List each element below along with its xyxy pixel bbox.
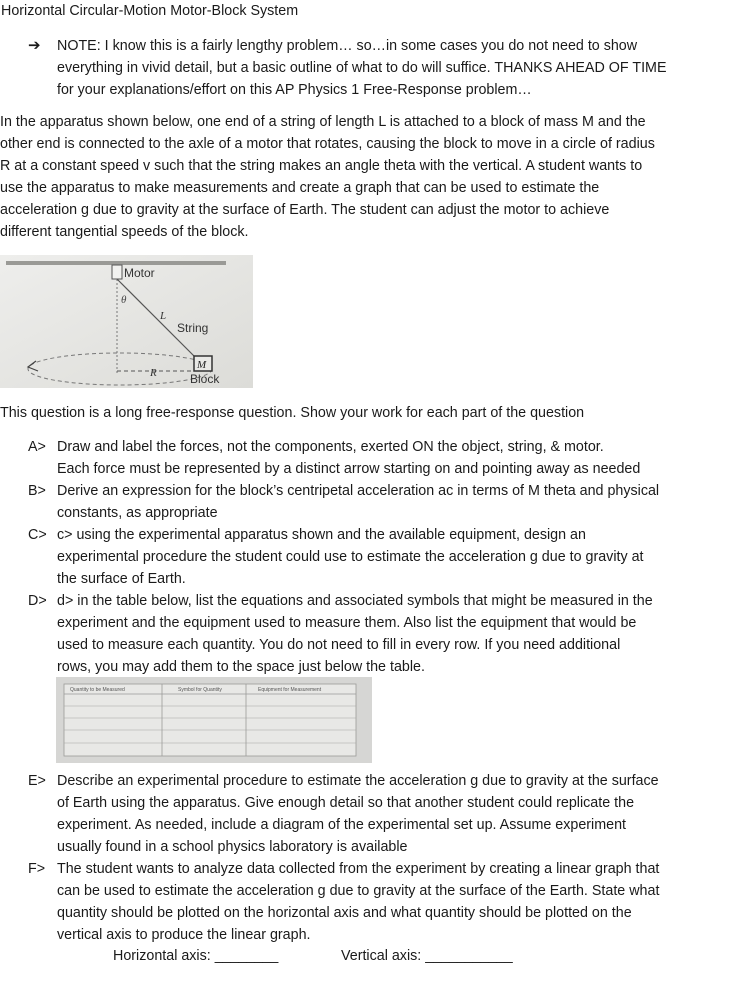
table-header-quantity: Quantity to be Measured: [70, 687, 125, 693]
motor-label: Motor: [124, 266, 155, 280]
table-body: [64, 684, 356, 756]
string-label: String: [177, 321, 209, 335]
intro-line: different tangential speeds of the block.: [0, 224, 249, 240]
intro-line: In the apparatus shown below, one end of a string of length L is attached to a block of mass M and the: [0, 114, 646, 130]
right-arrow-icon: ➔: [28, 37, 41, 54]
question-line: experiment. As needed, include a diagram of the experimental set up. Assume experiment: [57, 817, 627, 833]
question-label: C>: [28, 527, 47, 543]
question-line: Derive an expression for the block’s centripetal acceleration ac in terms of M theta and physical: [57, 483, 660, 499]
question-line: usually found in a school physics laboratory is available: [57, 839, 408, 855]
question-line: of Earth using the apparatus. Give enough detail so that another student could replicate the: [57, 795, 635, 811]
question-line: d> in the table below, list the equations and associated symbols that might be measured in the: [57, 593, 653, 609]
length-label: L: [160, 310, 167, 322]
intro-line: acceleration g due to gravity at the surface of Earth. The student can adjust the motor to achieve: [0, 202, 610, 218]
question-line: rows, you may add them to the space just below the table.: [57, 659, 425, 675]
note-line: NOTE: I know this is a fairly lengthy problem… so…in some cases you do not need to show: [57, 38, 638, 54]
apparatus-diagram: [0, 255, 253, 388]
motor-box: [112, 265, 122, 279]
mass-label: M: [197, 359, 207, 371]
question-label: B>: [28, 483, 46, 499]
ceiling-bar: [6, 261, 226, 265]
radius-label: R: [150, 367, 157, 379]
question-line: constants, as appropriate: [57, 505, 218, 521]
theta-label: θ: [121, 294, 127, 306]
horizontal-axis-answer: Horizontal axis: ________: [113, 948, 279, 964]
table-header-symbol: Symbol for Quantity: [178, 687, 222, 693]
question-label: F>: [28, 861, 46, 877]
question-label: D>: [28, 593, 47, 609]
instruction-text: This question is a long free-response question. Show your work for each part of the question: [0, 405, 585, 421]
question-line: Draw and label the forces, not the components, exerted ON the object, string, & motor.: [57, 439, 604, 455]
intro-line: other end is connected to the axle of a motor that rotates, causing the block to move in a circle of radius: [0, 136, 655, 152]
question-label: E>: [28, 773, 46, 789]
question-label: A>: [28, 439, 46, 455]
note-line: everything in vivid detail, but a basic outline of what to do will suffice. THANKS AHEAD OF TIME: [57, 60, 667, 76]
question-line: quantity should be plotted on the horizontal axis and what quantity should be plotted on the: [57, 905, 632, 921]
intro-line: use the apparatus to make measurements and create a graph that can be used to estimate the: [0, 180, 600, 196]
vertical-axis-answer: Vertical axis: ___________: [341, 948, 513, 964]
intro-line: R at a constant speed v such that the string makes an angle theta with the vertical. A student wants to: [0, 158, 643, 174]
question-line: experimental procedure the student could use to estimate the acceleration g due to gravity at: [57, 549, 644, 565]
question-line: vertical axis to produce the linear graph.: [57, 927, 311, 943]
question-line: experiment and the equipment used to measure them. Also list the equipment that would be: [57, 615, 637, 631]
measurement-table: [56, 677, 372, 763]
question-line: can be used to estimate the acceleration g due to gravity at the surface of the Earth. State what: [57, 883, 660, 899]
question-line: the surface of Earth.: [57, 571, 186, 587]
question-line: used to measure each quantity. You do not need to fill in every row. If you need additional: [57, 637, 621, 653]
question-line: The student wants to analyze data collected from the experiment by creating a linear graph that: [57, 861, 660, 877]
note-line: for your explanations/effort on this AP Physics 1 Free-Response problem…: [57, 82, 532, 98]
block-label: Block: [190, 372, 220, 386]
question-line: c> using the experimental apparatus shown and the available equipment, design an: [57, 527, 586, 543]
table-header-equipment: Equipment for Measurement: [258, 687, 322, 693]
document-title: Horizontal Circular-Motion Motor-Block System: [1, 3, 299, 19]
question-line: Each force must be represented by a distinct arrow starting on and pointing away as needed: [57, 461, 641, 477]
question-line: Describe an experimental procedure to estimate the acceleration g due to gravity at the surface: [57, 773, 659, 789]
